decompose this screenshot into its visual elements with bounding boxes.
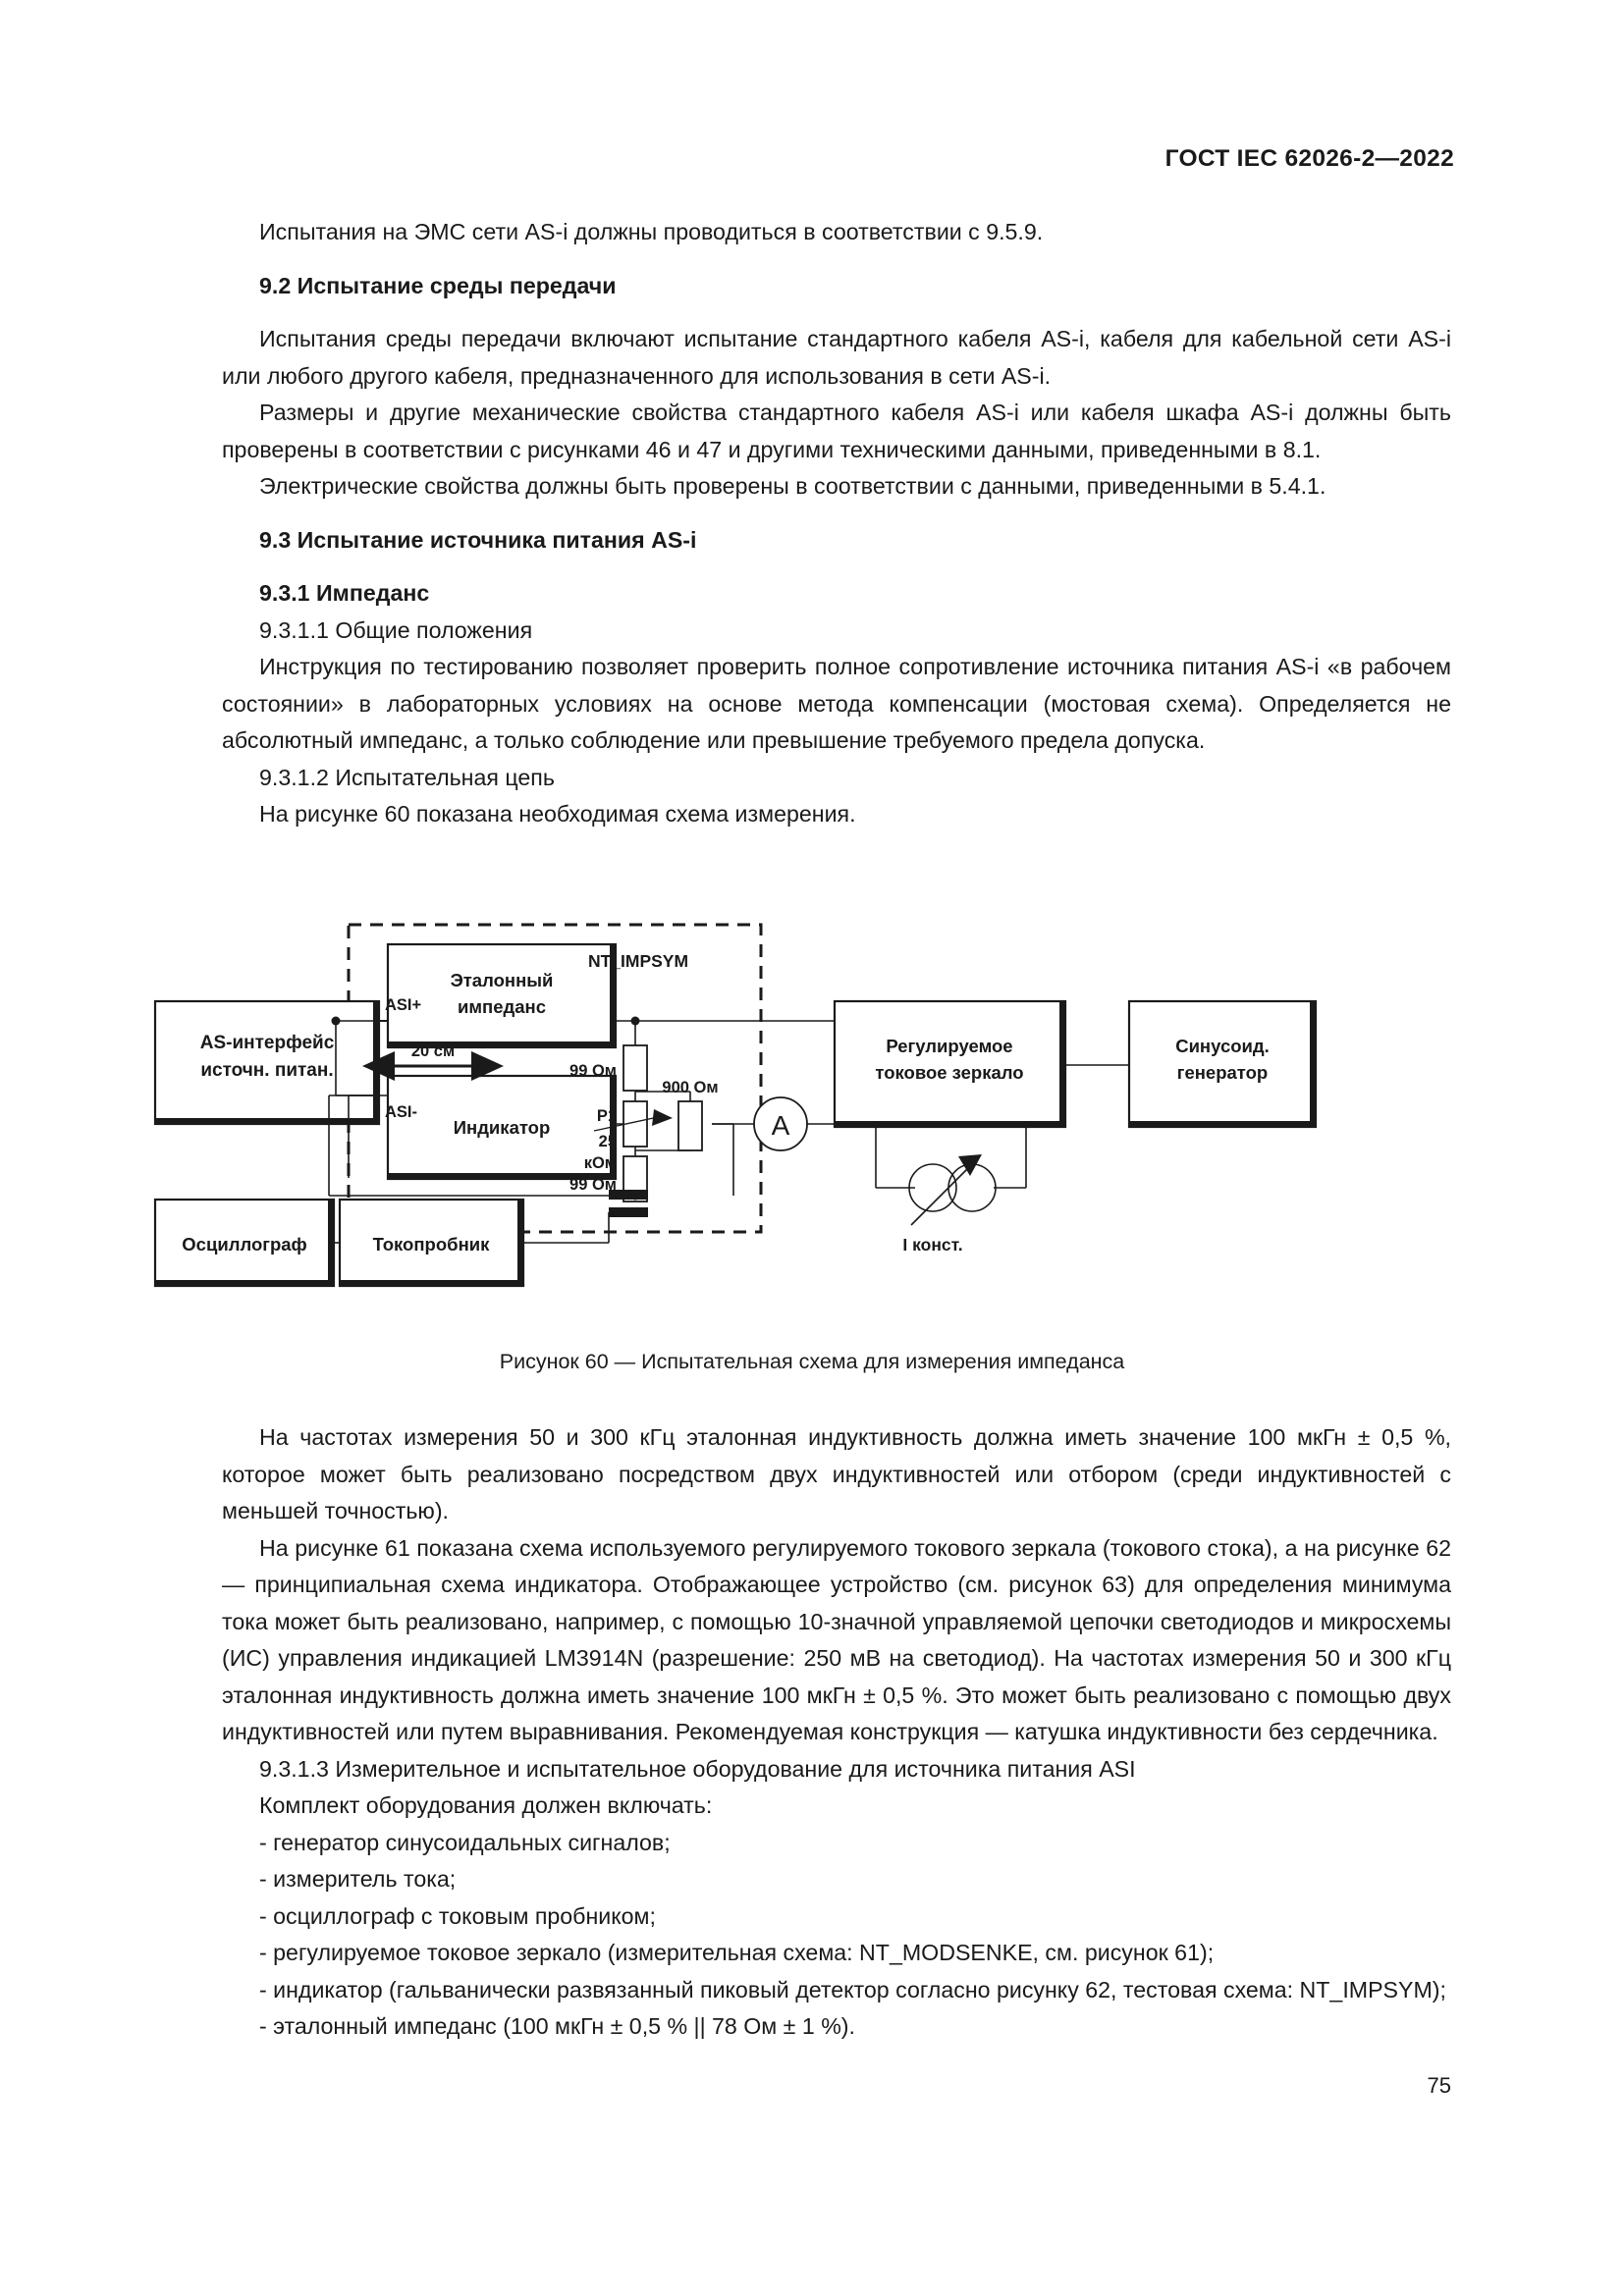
junction-dot-refimp [631, 1017, 640, 1026]
label-resistor-99-top: 99 Ом [569, 1062, 617, 1080]
list-item: - регулируемое токовое зеркало (измерительная схема: NT_MODSENKE, см. рисунок 61); [259, 1940, 1215, 1965]
list-item: - измеритель тока; [259, 1866, 457, 1892]
label-reference-impedance-line1: Эталонный [450, 970, 554, 990]
text-column-bottom [222, 1419, 1451, 2046]
label-potentiometer-p1: P1 [596, 1107, 617, 1125]
label-potentiometer-value-2: кОм [583, 1154, 617, 1172]
junction-dot-asiplus [332, 1017, 341, 1026]
list-item: - генератор синусоидальных сигналов; [259, 1829, 671, 1855]
label-current-mirror-line1: Регулируемое [886, 1036, 1013, 1056]
list-item: - эталонный импеданс (100 мкГн ± 0,5 % || 78 Ом ± 1 %). [259, 2013, 855, 2039]
label-distance: 20 см [410, 1042, 456, 1060]
label-current-mirror-line2: токовое зеркало [875, 1062, 1024, 1083]
heading-9-3: 9.3 Испытание источника питания AS-i [259, 526, 697, 553]
page-number: 75 [1427, 2073, 1451, 2098]
list-item: - индикатор (гальванически развязанный пиковый детектор согласно рисунку 62, тестовая схема: NT_IMPSYM); [259, 1976, 1446, 2002]
figure-60-test-circuit [147, 883, 1483, 1306]
label-current-probe: Токопробник [372, 1234, 490, 1255]
label-ammeter: A [771, 1110, 790, 1141]
label-asi-plus: ASI+ [385, 996, 422, 1014]
label-indicator: Индикатор [453, 1117, 551, 1138]
heading-9-3-1-3: 9.3.1.3 Измерительное и испытательное оборудование для источника питания ASI [259, 1755, 1136, 1782]
probe-clamp-bar-bottom [609, 1207, 648, 1217]
label-nt-impsym: NT_IMPSYM [587, 951, 689, 971]
label-resistor-99-bottom: 99 Ом [569, 1176, 617, 1194]
resistor-900-ohm [678, 1101, 702, 1150]
heading-9-2: 9.2 Испытание среды передачи [259, 272, 617, 298]
paragraph-after-figure-1: На частотах измерения 50 и 300 кГц эталонная индуктивность должна иметь значение 100 мкГн ± 0,5 %, которое может быть реализовано посредством двух индуктивностей или отбором (среди индуктивностей с меньшей точностью). [222, 1424, 1451, 1523]
paragraph-9-2-1: Испытания среды передачи включают испытание стандартного кабеля AS-i, кабеля для кабельной сети AS-i или любого другого кабеля, предназначенного для использования в сети AS-i. [222, 326, 1451, 389]
page-header-standard: ГОСТ IEC 62026-2—2022 [1164, 145, 1454, 172]
figure-caption: Рисунок 60 — Испытательная схема для измерения импеданса [499, 1350, 1125, 1373]
label-reference-impedance-line2: импеданс [457, 996, 547, 1017]
paragraph-9-2-2: Размеры и другие механические свойства стандартного кабеля AS-i или кабеля шкафа AS-i должны быть проверены в соответствии с рисунками 46 и 47 и другими техническими данными, приведенными в 8.1. [222, 400, 1451, 462]
paragraph-list-intro: Комплект оборудования должен включать: [259, 1792, 713, 1818]
paragraph-9-3-1-1: Инструкция по тестированию позволяет проверить полное сопротивление источника питания AS-i «в рабочем состоянии» в лабораторных условиях на основе метода компенсации (мостовая схема). Определяется не абсолютный импеданс, а только соблюдение или превышение требуемого предела допуска. [222, 654, 1451, 753]
text-column-top [222, 214, 1451, 833]
label-resistor-900: 900 Ом [662, 1079, 719, 1096]
label-generator-line2: генератор [1176, 1062, 1269, 1083]
label-power-supply-line1: AS-интерфейс [199, 1033, 335, 1053]
paragraph-9-3-1-2: На рисунке 60 показана необходимая схема измерения. [259, 801, 856, 827]
label-current-source: I конст. [902, 1235, 963, 1255]
heading-9-3-1-1: 9.3.1.1 Общие положения [259, 616, 533, 643]
label-potentiometer-value-1: 25 [598, 1133, 617, 1150]
label-generator-line1: Синусоид. [1175, 1036, 1270, 1056]
heading-9-3-1: 9.3.1 Импеданс [259, 580, 430, 606]
label-oscilloscope: Осциллограф [182, 1234, 307, 1255]
label-asi-minus: ASI- [385, 1103, 417, 1121]
resistor-99-ohm-top [623, 1045, 647, 1091]
label-power-supply-line2: источн. питан. [200, 1060, 334, 1081]
junction-dot-bottom [631, 1192, 640, 1201]
heading-9-3-1-2: 9.3.1.2 Испытательная цепь [259, 764, 555, 790]
paragraph-intro: Испытания на ЭМС сети AS-i должны проводиться в соответствии с 9.5.9. [259, 219, 1044, 244]
paragraph-9-2-3: Электрические свойства должны быть проверены в соответствии с данными, приведенными в 5.4.1. [259, 473, 1326, 499]
paragraph-after-figure-2: На рисунке 61 показана схема используемого регулируемого токового зеркала (токового стока), а на рисунке 62 — принципиальная схема индикатора. Отображающее устройство (см. рисунок 63) для определения минимума тока может быть реализовано, например, с помощью 10-значной управляемой цепочки светодиодов и микросхемы (ИС) управления индикацией LM3914N (разрешение: 250 мВ на светодиод). На частотах измерения 50 и 300 кГц эталонная индуктивность должна иметь значение 100 мкГн ± 0,5 %. Это может быть реализовано с помощью двух индуктивностей или путем выравнивания. Рекомендуемая конструкция — катушка индуктивности без сердечника. [222, 1534, 1451, 1744]
list-item: - осциллограф с токовым пробником; [259, 1902, 656, 1929]
